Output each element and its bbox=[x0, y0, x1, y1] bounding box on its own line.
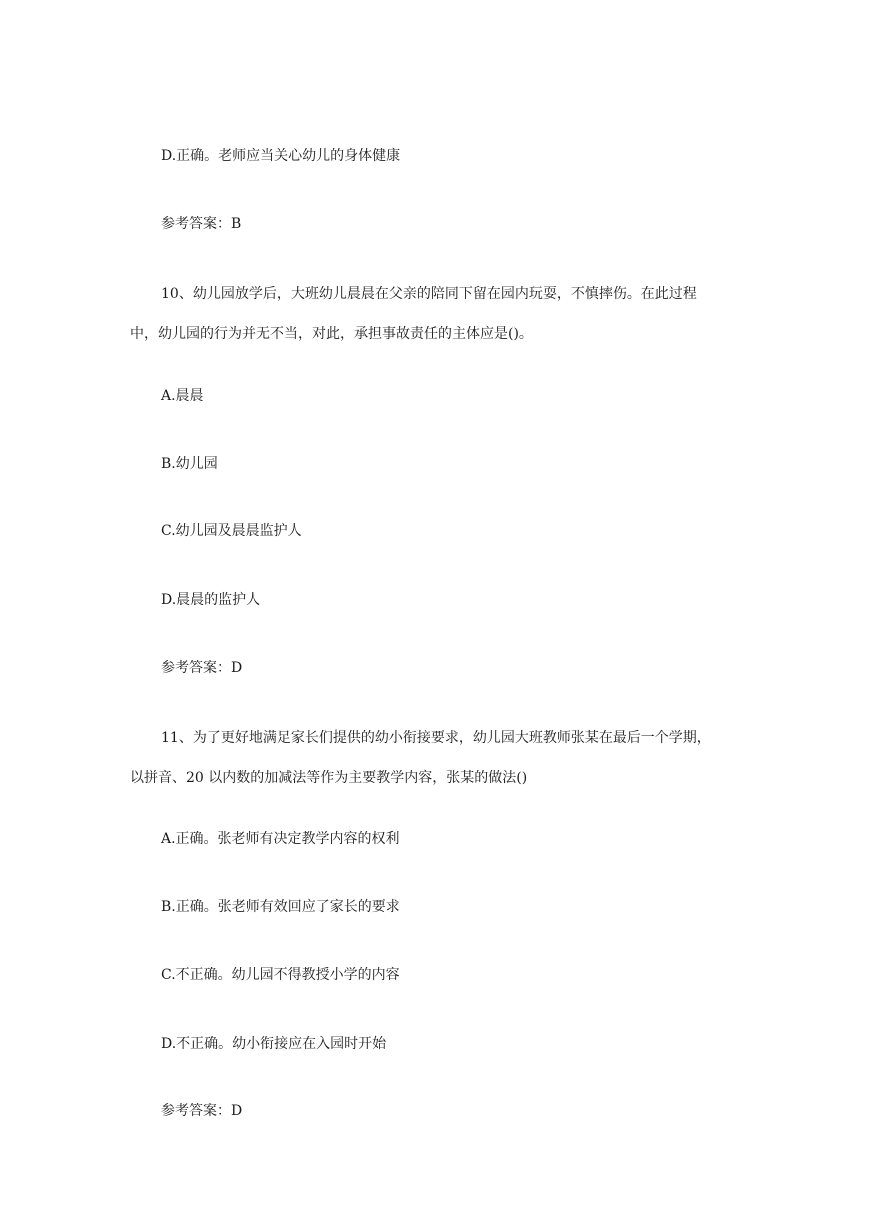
q11-answer: 参考答案：D bbox=[161, 1103, 243, 1119]
q9-option-d: D.正确。老师应当关心幼儿的身体健康 bbox=[161, 148, 401, 164]
q10-option-a: A.晨晨 bbox=[161, 388, 204, 404]
q10-option-d: D.晨晨的监护人 bbox=[161, 592, 261, 608]
q11-stem-line1: 11、为了更好地满足家长们提供的幼小衔接要求，幼儿园大班教师张某在最后一个学期， bbox=[161, 730, 711, 746]
q10-stem-line1: 10、幼儿园放学后，大班幼儿晨晨在父亲的陪同下留在园内玩耍，不慎摔伤。在此过程 bbox=[161, 286, 697, 302]
q10-stem-line2: 中，幼儿园的行为并无不当，对此，承担事故责任的主体应是()。 bbox=[130, 326, 533, 342]
q11-option-c: C.不正确。幼儿园不得教授小学的内容 bbox=[161, 967, 400, 983]
q9-answer: 参考答案：B bbox=[161, 216, 242, 232]
q10-option-c: C.幼儿园及晨晨监护人 bbox=[161, 523, 302, 539]
q10-option-b: B.幼儿园 bbox=[161, 456, 218, 472]
q11-option-d: D.不正确。幼小衔接应在入园时开始 bbox=[161, 1036, 387, 1052]
q10-answer: 参考答案：D bbox=[161, 660, 243, 676]
q11-option-b: B.正确。张老师有效回应了家长的要求 bbox=[161, 899, 400, 915]
q11-stem-line2: 以拼音、20 以内数的加减法等作为主要教学内容，张某的做法() bbox=[130, 770, 528, 786]
q11-option-a: A.正确。张老师有决定教学内容的权利 bbox=[161, 831, 400, 847]
